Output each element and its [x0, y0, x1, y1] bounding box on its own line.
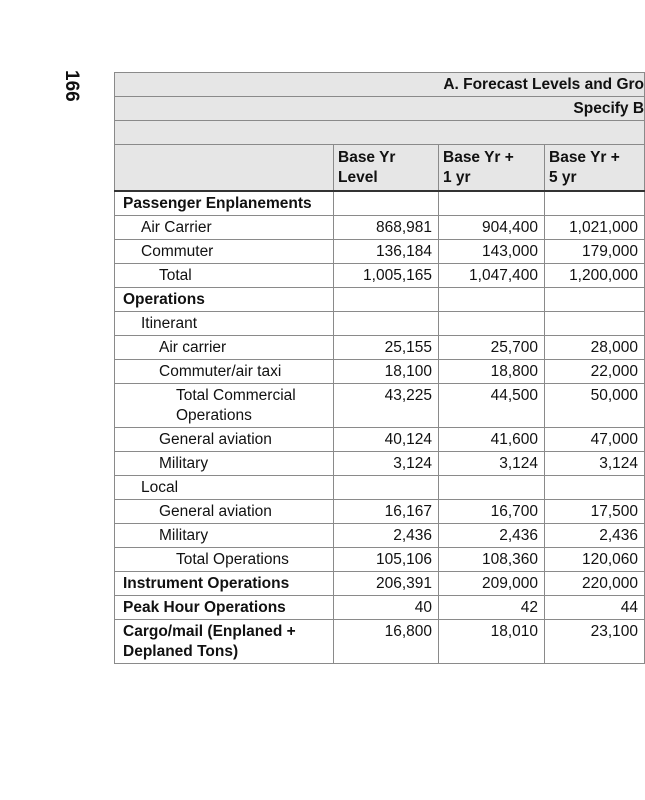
row-value: 3,124 [334, 452, 439, 476]
table-subtitle: Specify B [115, 97, 645, 121]
table-blank-cell [115, 121, 645, 145]
row-label: Commuter [115, 240, 334, 264]
row-value: 16,800 [334, 620, 439, 664]
table-title: A. Forecast Levels and Gro [115, 73, 645, 97]
column-header-row [115, 145, 645, 192]
forecast-table [114, 72, 645, 664]
row-value: 1,021,000 [545, 216, 645, 240]
row-value: 40 [334, 596, 439, 620]
row-value: 47,000 [545, 428, 645, 452]
row-value: 3,124 [545, 452, 645, 476]
row-value: 136,184 [334, 240, 439, 264]
row-value: 1,200,000 [545, 264, 645, 288]
row-value: 2,436 [545, 524, 645, 548]
row-value [439, 476, 545, 500]
row-value: 22,000 [545, 360, 645, 384]
row-value [545, 191, 645, 216]
table-row [115, 428, 645, 452]
row-value: 143,000 [439, 240, 545, 264]
table-row [115, 240, 645, 264]
table-row [115, 620, 645, 664]
column-header-label [115, 145, 334, 192]
table-row [115, 288, 645, 312]
row-value: 28,000 [545, 336, 645, 360]
row-value: 1,005,165 [334, 264, 439, 288]
row-value: 18,800 [439, 360, 545, 384]
row-value: 108,360 [439, 548, 545, 572]
row-value: 44 [545, 596, 645, 620]
table-row [115, 500, 645, 524]
row-label: Cargo/mail (Enplaned + Deplaned Tons) [115, 620, 334, 664]
row-value: 23,100 [545, 620, 645, 664]
row-value: 18,010 [439, 620, 545, 664]
forecast-table-container [114, 72, 644, 664]
row-label: Total [115, 264, 334, 288]
column-header-base-yr: Base Yr Level [334, 145, 439, 192]
row-value: 3,124 [439, 452, 545, 476]
row-value [334, 288, 439, 312]
row-value: 209,000 [439, 572, 545, 596]
row-value: 120,060 [545, 548, 645, 572]
row-value [334, 191, 439, 216]
row-label: Air Carrier [115, 216, 334, 240]
row-label: Total Commercial Operations [115, 384, 334, 428]
row-label: Total Operations [115, 548, 334, 572]
row-label: Itinerant [115, 312, 334, 336]
row-value: 40,124 [334, 428, 439, 452]
row-value: 50,000 [545, 384, 645, 428]
table-row [115, 264, 645, 288]
table-row [115, 452, 645, 476]
page-number: 166 [61, 70, 82, 102]
table-blank-row [115, 121, 645, 145]
table-row [115, 360, 645, 384]
row-value [545, 476, 645, 500]
row-value: 25,155 [334, 336, 439, 360]
row-label: Instrument Operations [115, 572, 334, 596]
row-label: Military [115, 452, 334, 476]
row-label: Peak Hour Operations [115, 596, 334, 620]
row-value [334, 312, 439, 336]
table-row [115, 572, 645, 596]
table-row [115, 216, 645, 240]
row-value: 904,400 [439, 216, 545, 240]
table-row [115, 191, 645, 216]
column-header-base-yr-plus-1: Base Yr + 1 yr [439, 145, 545, 192]
row-value: 2,436 [439, 524, 545, 548]
table-row [115, 336, 645, 360]
row-value [545, 312, 645, 336]
row-value: 25,700 [439, 336, 545, 360]
row-value [439, 288, 545, 312]
row-label: Military [115, 524, 334, 548]
row-value: 220,000 [545, 572, 645, 596]
table-row [115, 476, 645, 500]
table-row [115, 384, 645, 428]
row-label: General aviation [115, 500, 334, 524]
row-value [439, 312, 545, 336]
row-value: 16,700 [439, 500, 545, 524]
row-label: Local [115, 476, 334, 500]
table-row [115, 524, 645, 548]
row-value: 16,167 [334, 500, 439, 524]
row-value: 42 [439, 596, 545, 620]
row-value: 179,000 [545, 240, 645, 264]
row-value: 41,600 [439, 428, 545, 452]
row-value: 1,047,400 [439, 264, 545, 288]
row-value: 18,100 [334, 360, 439, 384]
row-label: General aviation [115, 428, 334, 452]
row-value: 206,391 [334, 572, 439, 596]
table-row [115, 548, 645, 572]
row-label: Operations [115, 288, 334, 312]
row-value [334, 476, 439, 500]
row-value [439, 191, 545, 216]
row-value: 17,500 [545, 500, 645, 524]
row-value [545, 288, 645, 312]
row-value: 43,225 [334, 384, 439, 428]
row-value: 2,436 [334, 524, 439, 548]
table-row [115, 312, 645, 336]
table-title-row [115, 73, 645, 97]
column-header-base-yr-plus-5: Base Yr + 5 yr [545, 145, 645, 192]
row-label: Commuter/air taxi [115, 360, 334, 384]
row-label: Passenger Enplanements [115, 191, 334, 216]
table-subtitle-row [115, 97, 645, 121]
row-label: Air carrier [115, 336, 334, 360]
table-row [115, 596, 645, 620]
row-value: 868,981 [334, 216, 439, 240]
row-value: 44,500 [439, 384, 545, 428]
row-value: 105,106 [334, 548, 439, 572]
